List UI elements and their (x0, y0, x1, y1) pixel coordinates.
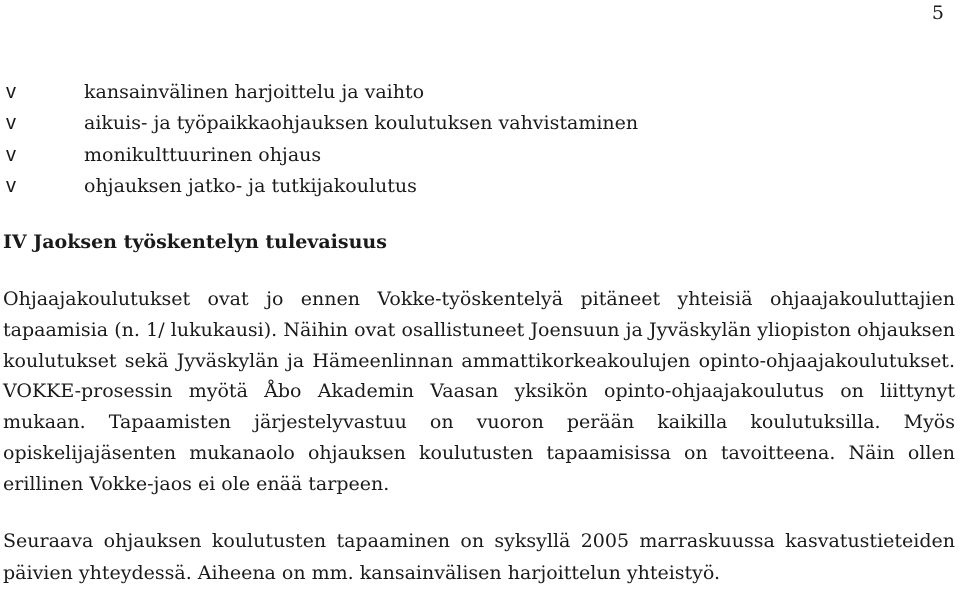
bullet-marker: v (6, 143, 16, 166)
bullet-marker: v (6, 81, 16, 103)
list-item-text: monikulttuurinen ohjaus (84, 143, 322, 166)
list-item-text: aikuis- ja työpaikkaohjauksen koulutuksen vahvistaminen (84, 112, 639, 135)
bullet-marker: v (6, 174, 16, 197)
list-item-text: kansainvälinen harjoittelu ja vaihto (84, 81, 425, 103)
list-item-text: ohjauksen jatko- ja tutkijakoulutus (84, 174, 417, 197)
paragraph-body: Ohjaajakoulutukset ovat jo ennen Vokke-työskentelyä pitäneet yhteisiä ohjaajakouluttajien tapaamisia (n. 1/ lukukausi). Näihin ovat osallistuneet Joensuun ja Jyväskylän yliopiston ohjauksen koulutukset sekä Jyväskylän ja Hämeenlinnan ammattikorkeakoulujen opinto-ohjaajakoulutukset. VOKKE-prosessin myötä Åbo Akademin Vaasan yksikön opinto-ohjaajakoulutus on liittynyt mukaan. Tapaamisten järjestelyvastuu on vuoron perään kaikilla koulutuksilla. Myös opiskelijajäsenten mukanaolo ohjauksen koulutusten tapaamisissa on tavoitteena. Näin ollen erillinen Vokke-jaos ei ole enää tarpeen. (3, 288, 955, 495)
page-number: 5 (931, 2, 944, 24)
bullet-marker: v (6, 112, 16, 135)
section-heading: IV Jaoksen työskentelyn tulevaisuus (3, 231, 387, 253)
paragraph-closing: Seuraava ohjauksen koulutusten tapaaminen on syksyllä 2005 marraskuussa kasvatustieteiden päivien yhteydessä. Aiheena on mm. kansainvälisen harjoittelun yhteistyö. (3, 530, 955, 584)
